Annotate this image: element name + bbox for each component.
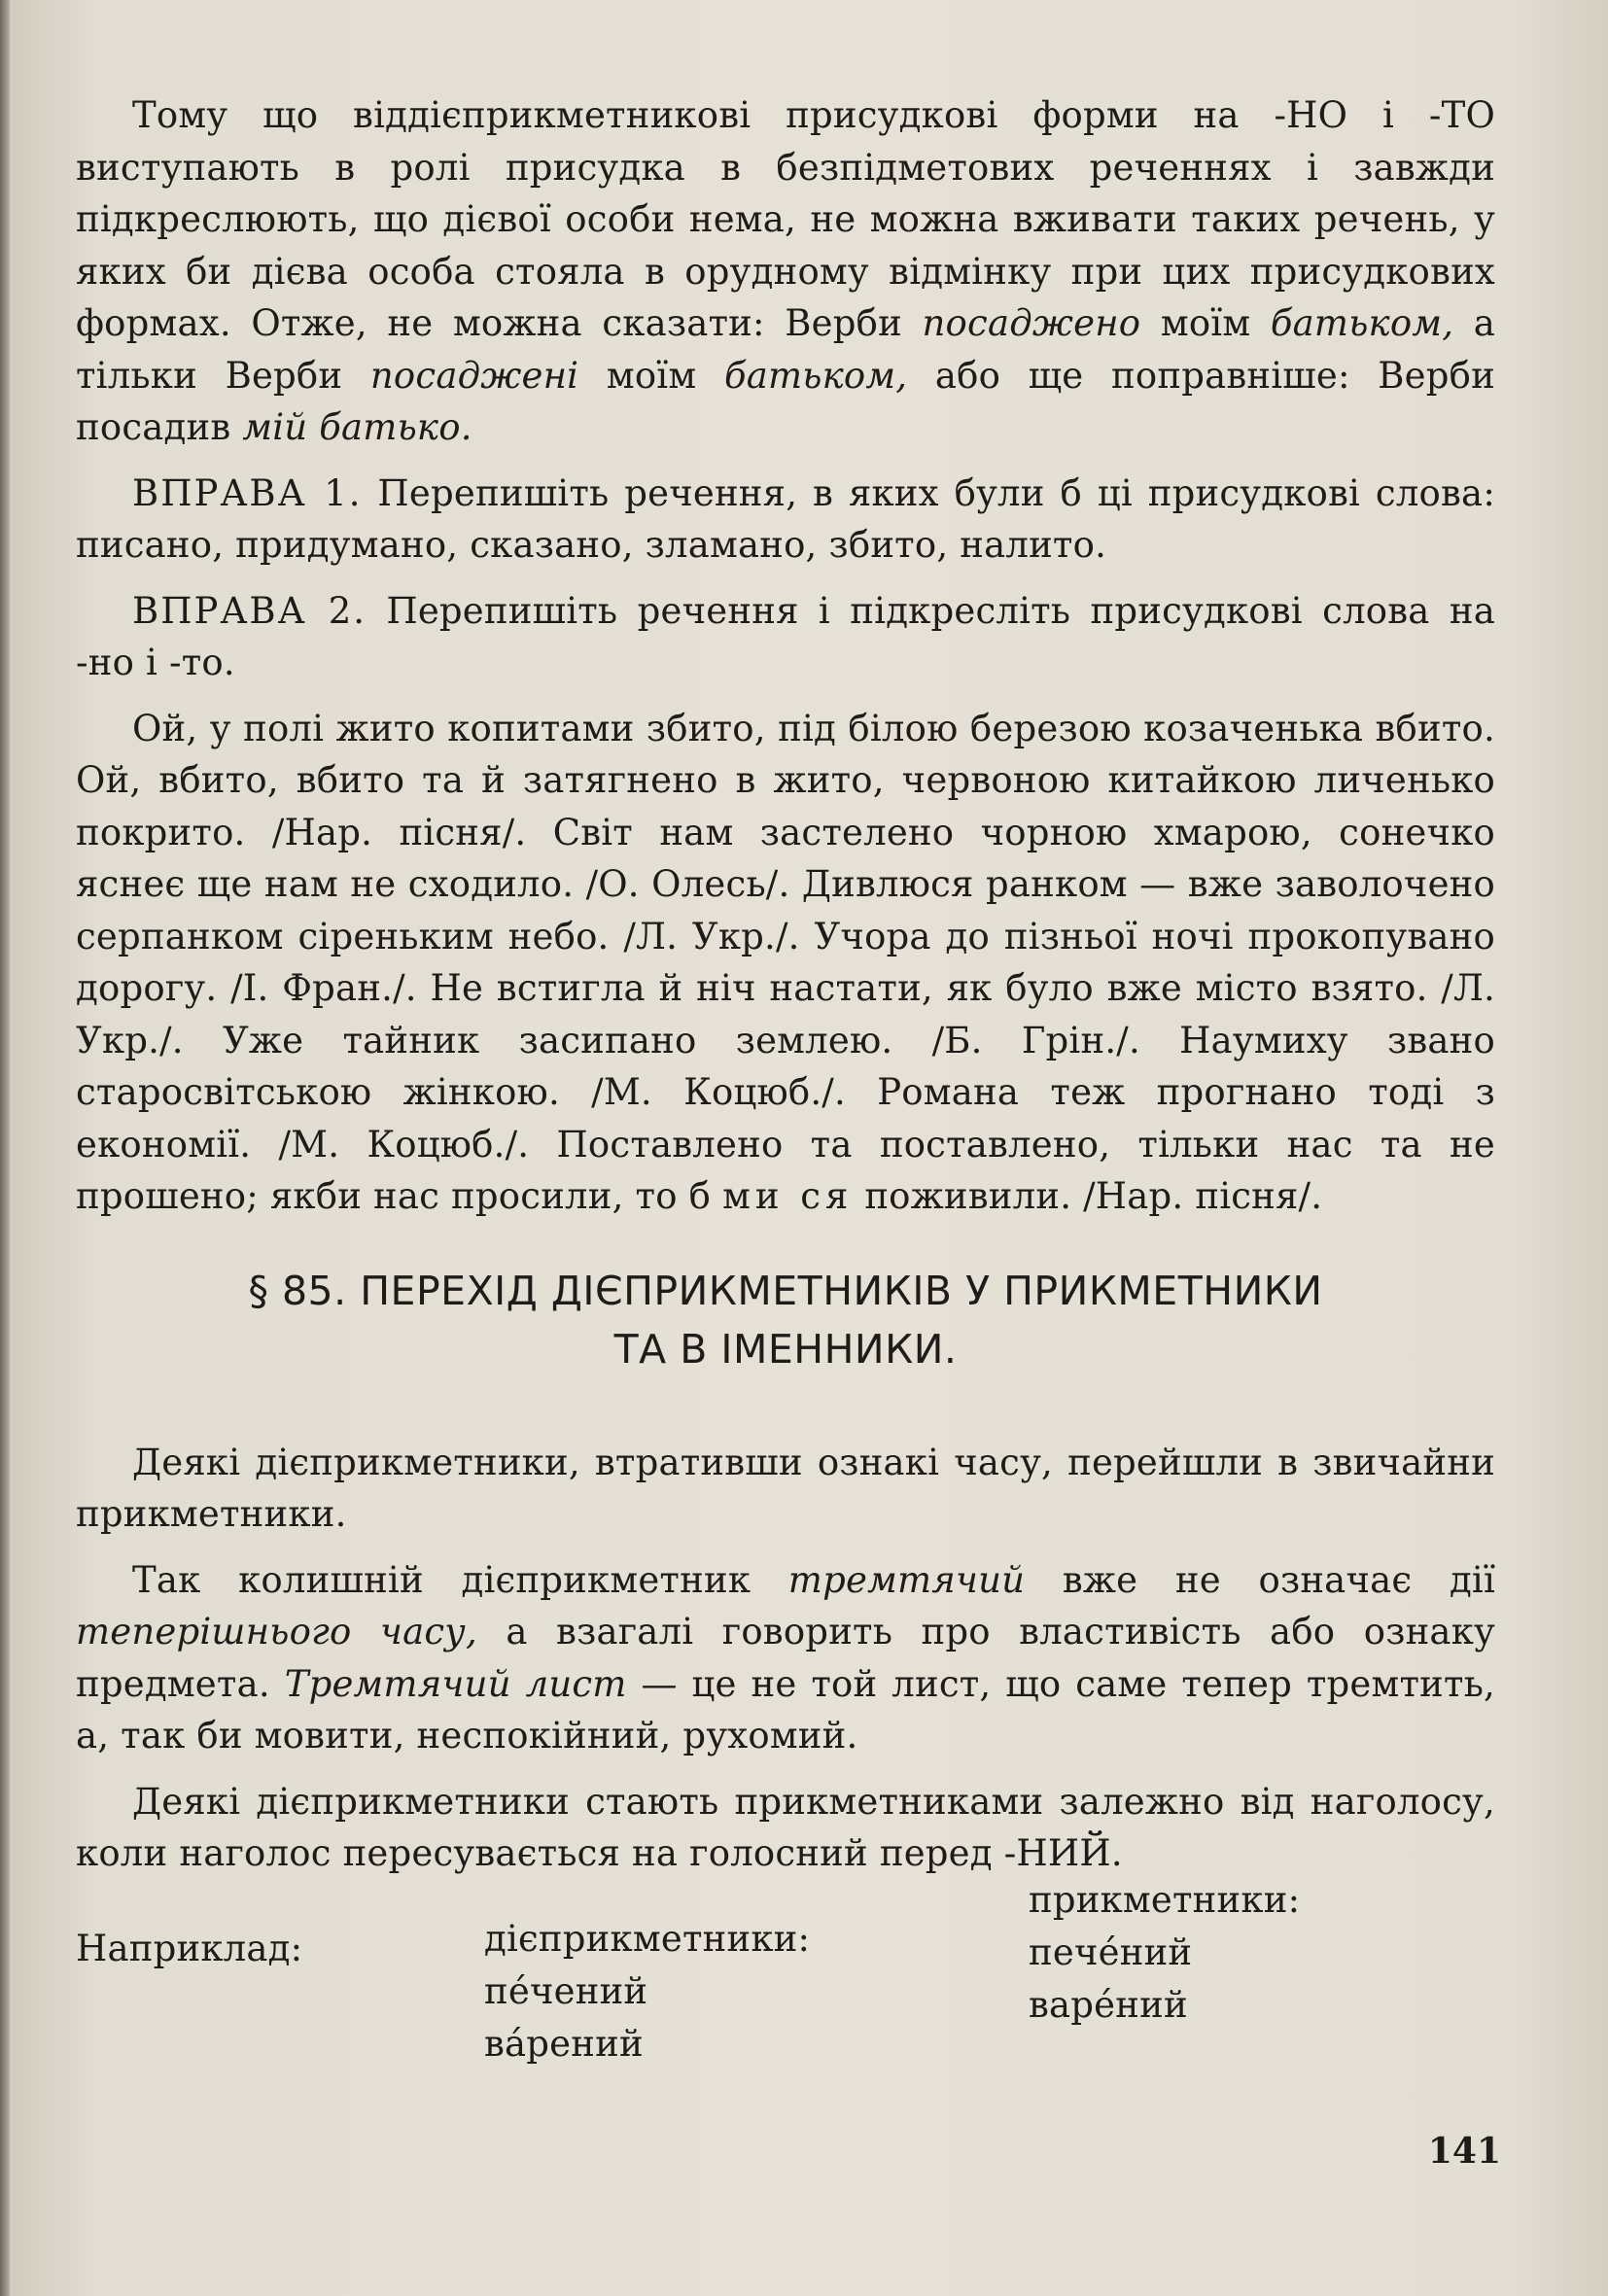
page-number: 141 (1427, 2131, 1501, 2172)
examples-label: Наприклад: (76, 1927, 303, 1969)
page-content (76, 89, 1495, 2088)
text-run: Ой, у полі жито копитами збито, під білою березою козаченька вбито. Ой, вбито, вбито та й затягнено в жито, червоною китайкою личенько покрито. /Нар. пісня/. Світ нам застелено чорною хмарою, сонечко яснеє ще нам не сходило. /О. Олесь/. Дивлюся ранком — вже заволочено серпанком сіреньким небо. /Л. Укр./. Учора до пізньої ночі прокопувано дорогу. /І. Фран./. Не встигла й ніч настати, як було вже місто взято. /Л. Укр./. Уже тайник засипано землею. /Б. Грін./. Наумиху звано старосвітською жінкою. /М. Коцюб./. Романа теж прогнано тоді з економії. /М. Коцюб./. Поставлено та поставлено, тільки нас та не прошено; якби нас просили, то б (76, 707, 1495, 1217)
participles-header: дієприкметники: (484, 1917, 811, 1960)
paragraph-intro: Деякі дієприкметники, втративши ознакі часу, перейшли в звичайни прикметники. (76, 1441, 1495, 1535)
spaced-text: ми ся (722, 1175, 854, 1217)
exercise-quote (76, 703, 1495, 1223)
paragraph-rule (76, 89, 1495, 454)
exercise-text: Перепишіть речення, в яких були б ці присудкові слова: писано, придумано, сказано, зламано, збито, налито. (76, 471, 1495, 566)
text-run: а взагалі говорить про властивість або ознаку предмета. (76, 1611, 1495, 1705)
text-run: вже не означає дії (1025, 1558, 1495, 1601)
italic-example: посаджено (922, 302, 1141, 344)
text-run: моїм (1140, 302, 1271, 344)
examples-label-column (76, 1923, 302, 1975)
paragraph-stress: Деякі дієприкметники стають прикметниками залежно від наголосу, коли наголос пересувається на голосний перед -НИЙ. (76, 1780, 1495, 1874)
exercise-label: ВПРАВА 1. (132, 471, 363, 514)
exercise-text: Перепишіть речення і підкресліть присудкові слова на -но і -то. (76, 589, 1496, 683)
participle-item: пе́чений (484, 1969, 648, 2012)
exercise-1 (76, 468, 1495, 572)
adjective-item: варе́ний (1029, 1983, 1188, 2026)
text-run: Так колишній дієприкметник (132, 1558, 788, 1601)
italic-example: теперішнього часу, (76, 1611, 477, 1652)
examples-block (76, 1878, 1495, 2088)
adjectives-column (1029, 1874, 1300, 2032)
text-run: моїм (578, 354, 724, 397)
participles-column (484, 1913, 810, 2070)
text-run: поживили. /Нар. пісня/. (853, 1175, 1323, 1217)
text-run: Тому що віддієприкметникові присудкові форми на -НО і -ТО виступають в ролі присудка в безпідметових реченнях і завжди підкреслюють, що дієвої особи нема, не можна вживати таких речень, у яких би дієва особа стояла в орудному відмінку при цих присудкових формах. Отже, не можна сказати: Верби (76, 94, 1495, 344)
text-run: а тільки Верби (76, 302, 1495, 397)
section-heading-line-2: ТА В ІМЕННИКИ. (613, 1325, 958, 1373)
section-heading-line-1: § 85. ПЕРЕХІД ДІЄПРИКМЕТНИКІВ У ПРИКМЕТНИКИ (248, 1267, 1323, 1314)
adjective-item: пече́ний (1029, 1931, 1193, 1973)
exercise-2 (76, 585, 1495, 689)
paragraph-example (76, 1554, 1495, 1762)
text-run: — це не той лист, що саме тепер тремтить, а, так би мовити, неспокійний, рухомий. (76, 1662, 1495, 1757)
participle-item: ва́рений (484, 2022, 644, 2065)
section-heading (76, 1262, 1495, 1378)
exercise-label: ВПРАВА 2. (132, 589, 367, 632)
text-run: або ще поправніше: Верби посадив (76, 354, 1495, 448)
italic-example: посаджені (369, 354, 579, 397)
adjectives-header: прикметники: (1029, 1878, 1301, 1921)
italic-example: батьком, (723, 354, 908, 397)
italic-example: тремтячий (787, 1558, 1026, 1601)
italic-example: батьком, (1270, 302, 1454, 344)
italic-example: мій батько. (242, 406, 472, 448)
italic-example: Тремтячий лист (284, 1662, 627, 1705)
